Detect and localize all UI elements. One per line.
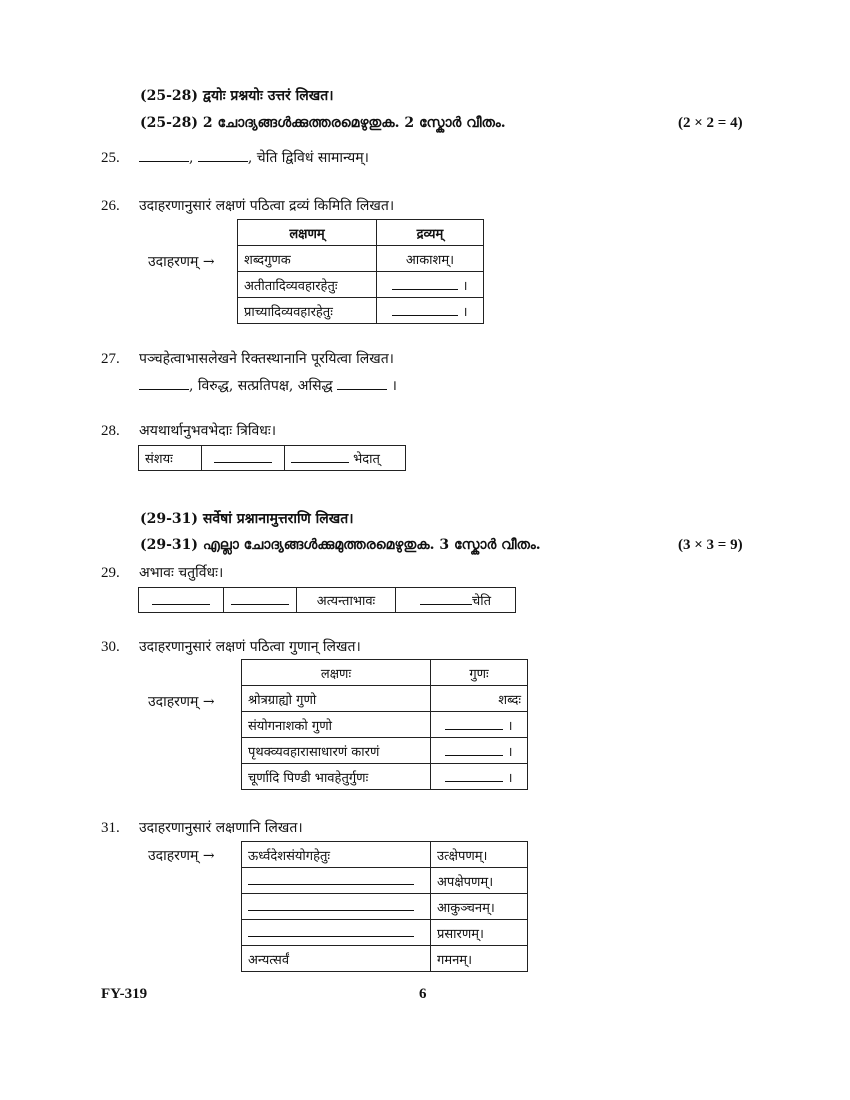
q27-line [139,376,397,395]
q30-answer-blank[interactable] [445,717,503,730]
section2-marks: (3 × 3 = 9) [678,537,743,553]
q25-suffix: , चेति द्विविधं सामान्यम्। [247,150,369,166]
section1-subheading: (25-28) 2 ചോദ്യങ്ങൾക്കുത്തരമെഴുതുക. 2 സ്കോർ വീതം. [140,115,506,131]
q31-row-answer: प्रसारणम्। [431,920,528,946]
q29-table [138,587,516,613]
q30-row-lakshana: पृथक्व्यवहारासाधारणं कारणं [242,738,431,764]
q26-row-answer: आकाशम्। [377,246,484,272]
q31-row-lakshana-cell [242,894,431,920]
q29-number: 29. [101,565,120,581]
q26-answer-blank[interactable] [392,303,458,316]
q31-example-label: उदाहरणम् → [148,848,215,864]
q31-lakshana-blank[interactable] [248,924,414,937]
q29-blank-2[interactable] [231,592,289,605]
q25-separator: , [189,150,194,166]
q31-row-lakshana-cell [242,920,431,946]
q26-row-answer: । [462,278,468,294]
q26-row-lakshana: शब्दगुणक [238,246,377,272]
q30-row-lakshana: संयोगनाशको गुणो [242,712,431,738]
q30-row-answer: । [507,718,513,734]
section1-heading: (25-28) द्वयोः प्रश्नयोः उत्तरं लिखत। [140,88,334,104]
q28-cell-samshaya: संशयः [139,446,202,471]
q30-row-answer: । [507,744,513,760]
q29-blank-3[interactable] [420,592,472,605]
q26-example-label: उदाहरणम् → [148,254,215,270]
q26-header-dravya: द्रव्यम् [377,220,484,246]
q29-cell-blank [224,588,297,613]
q26-text: उदाहरणानुसारं लक्षणं पठित्वा द्रव्यं किमिति लिखत। [139,198,395,214]
q30-row-answer: । [507,770,513,786]
q26-table [237,219,484,324]
q31-row-answer: अपक्षेपणम्। [431,868,528,894]
q28-blank-2[interactable] [291,450,349,463]
section2-subheading: (29-31) എല്ലാ ചോദ്യങ്ങൾക്കുമുത്തരമെഴുതുക. 3 സ്കോർ വീതം. [140,537,541,553]
q25-blank-2[interactable] [198,149,248,162]
footer-code: FY-319 [101,986,148,1002]
q31-row-lakshana: अन्यत्सर्वं [242,946,431,972]
q29-cheti: चेति [471,594,492,609]
q26-header-lakshana: लक्षणम् [238,220,377,246]
q30-answer-blank[interactable] [445,743,503,756]
page-number: 6 [419,986,427,1002]
q27-end: । [391,378,397,394]
q31-number: 31. [101,820,120,836]
q31-row-answer: उत्क्षेपणम्। [431,842,528,868]
q26-row-answer-cell [377,298,484,324]
q28-cell-bhedat [285,446,406,471]
q27-blank-1[interactable] [139,377,189,390]
q29-blank-1[interactable] [152,592,210,605]
q31-row-answer: गमनम्। [431,946,528,972]
q28-table [138,445,406,471]
q28-text: अयथार्थानुभवभेदाः त्रिविधः। [139,423,277,439]
q26-row-lakshana: अतीतादिव्यवहारहेतुः [238,272,377,298]
q30-text: उदाहरणानुसारं लक्षणं पठित्वा गुणान् लिखत। [139,639,361,655]
q28-cell-blank [202,446,285,471]
q30-row-answer: शब्दः [431,686,528,712]
q31-lakshana-blank[interactable] [248,872,414,885]
q26-row-answer-cell [377,272,484,298]
q27-middle: , विरुद्ध, सत्प्रतिपक्ष, असिद्ध [189,378,333,394]
q29-text: अभावः चतुर्विधः। [139,565,224,581]
q30-row-answer-cell [431,712,528,738]
q27-text: पञ्चहेत्वाभासलेखने रिक्तस्थानानि पूरयित्वा लिखत। [139,351,394,367]
q26-answer-blank[interactable] [392,277,458,290]
q25-line [139,148,369,167]
q31-row-lakshana-cell [242,868,431,894]
q28-bhedat: भेदात् [353,452,380,467]
q25-number: 25. [101,150,120,166]
q30-table [241,659,528,790]
q31-lakshana-blank[interactable] [248,898,414,911]
q30-answer-blank[interactable] [445,769,503,782]
q29-cell-blank [139,588,224,613]
q28-number: 28. [101,423,120,439]
q28-blank-1[interactable] [214,450,272,463]
q26-row-lakshana: प्राच्यादिव्यवहारहेतुः [238,298,377,324]
q29-cell-cheti [396,588,516,613]
q30-row-answer-cell [431,738,528,764]
q30-row-answer-cell [431,764,528,790]
q30-header-lakshana: लक्षणः [242,660,431,686]
q30-header-guna: गुणः [431,660,528,686]
q27-blank-2[interactable] [337,377,387,390]
q30-row-lakshana: श्रोत्रग्राह्यो गुणो [242,686,431,712]
q26-number: 26. [101,198,120,214]
q30-number: 30. [101,639,120,655]
q27-number: 27. [101,351,120,367]
q29-cell-atyantabhava: अत्यन्ताभावः [297,588,396,613]
section1-marks: (2 × 2 = 4) [678,115,743,131]
section2-heading: (29-31) सर्वेषां प्रश्नानामुत्तराणि लिखत। [140,511,354,527]
q31-row-lakshana: ऊर्ध्वदेशसंयोगहेतुः [242,842,431,868]
q30-row-lakshana: चूर्णादि पिण्डी भावहेतुर्गुणः [242,764,431,790]
q26-row-answer: । [462,304,468,320]
q31-text: उदाहरणानुसारं लक्षणानि लिखत। [139,820,303,836]
q31-row-answer: आकुञ्चनम्। [431,894,528,920]
q31-table [241,841,528,972]
q30-example-label: उदाहरणम् → [148,694,215,710]
q25-blank-1[interactable] [139,149,189,162]
